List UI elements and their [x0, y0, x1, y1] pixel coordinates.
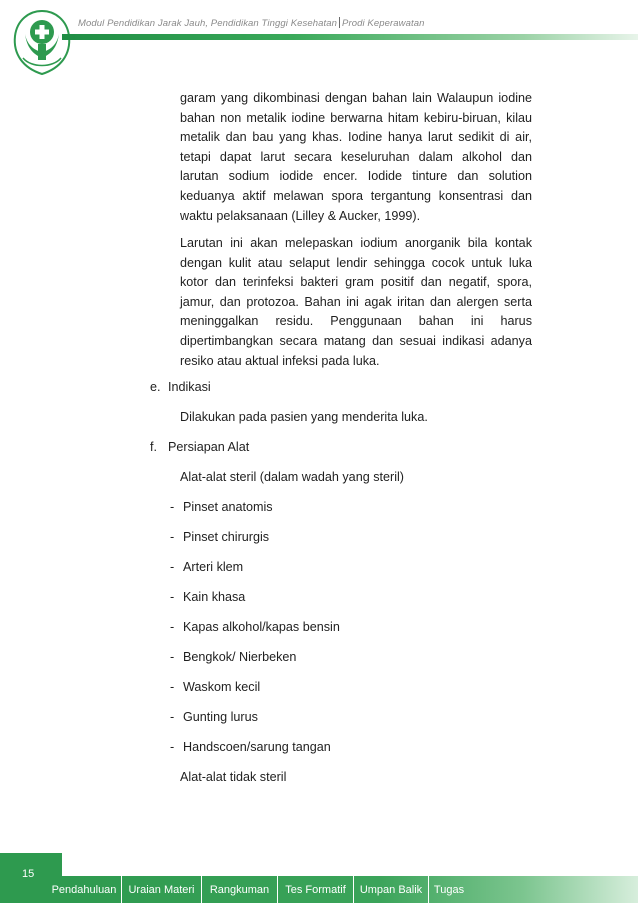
sterile-heading: Alat-alat steril (dalam wadah yang steril)	[180, 470, 404, 484]
list-item-label: Kapas alkohol/kapas bensin	[183, 620, 340, 634]
header-rule	[62, 34, 638, 40]
list-item	[170, 618, 340, 638]
list-item-label: Waskom kecil	[183, 680, 261, 694]
paragraph-iodine: garam yang dikombinasi dengan bahan lain Walaupun iodine bahan non metalik iodine berwarna hitam kebiru-biruan, kilau metalik dan bau yang khas. Iodine hanya larut sedikit di air, tetapi dapat larut secara keseluruhan dalam alkohol dan larutan sodium iodide encer. Iodide tinture dan solution keduanya aktif melawan spora tergantung konsentrasi dan waktu pelaksanaan (Lilley & Aucker, 1999).	[180, 91, 532, 223]
list-item-label: Pinset chirurgis	[183, 530, 270, 544]
section-e-letter: e.	[150, 380, 161, 394]
list-dash: -	[170, 710, 175, 724]
section-e-text: Dilakukan pada pasien yang menderita luka.	[180, 410, 428, 424]
section-f-title: Persiapan Alat	[168, 440, 250, 454]
list-item-label: Handscoen/sarung tangan	[183, 740, 331, 754]
list-item	[170, 558, 243, 578]
nav-pendahuluan[interactable]: Pendahuluan	[47, 876, 122, 903]
list-item	[170, 498, 273, 518]
list-dash: -	[170, 560, 175, 574]
title-separator	[339, 17, 340, 28]
list-item-label: Bengkok/ Nierbeken	[183, 650, 297, 664]
page-number: 15	[22, 868, 35, 880]
nav-tugas[interactable]: Tugas	[433, 883, 465, 896]
nav-rangkuman[interactable]: Rangkuman	[202, 876, 278, 903]
nav-uraian-materi[interactable]: Uraian Materi	[122, 876, 202, 903]
list-dash: -	[170, 590, 175, 604]
list-item-label: Kain khasa	[183, 590, 246, 604]
section-e-title: Indikasi	[168, 380, 211, 394]
list-item	[170, 738, 331, 758]
header-module-title	[78, 17, 425, 29]
paragraph-larutan: Larutan ini akan melepaskan iodium anorganik bila kontak dengan kulit atau selaput lendir sehingga cocok untuk luka kotor dan terinfeksi bakteri gram positif dan negatif, spora, jamur, dan protozoa. Bahan ini agak iritan dan alergen serta meninggalkan residu. Penggunaan bahan ini harus dipertimbangkan secara matang dan sesuai indikasi adanya resiko atau aktual infeksi pada luka.	[180, 236, 532, 368]
program-name: Prodi Keperawatan	[342, 18, 425, 29]
module-title: Modul Pendidikan Jarak Jauh, Pendidikan Tinggi Kesehatan	[78, 18, 338, 29]
list-item-label: Gunting lurus	[183, 710, 258, 724]
list-dash: -	[170, 530, 175, 544]
list-item-label: Arteri klem	[183, 560, 244, 574]
list-item	[170, 588, 245, 608]
list-dash: -	[170, 500, 175, 514]
nav-umpan-balik[interactable]: Umpan Balik	[354, 876, 429, 903]
list-item	[170, 528, 269, 548]
nonsterile-heading: Alat-alat tidak steril	[180, 770, 287, 784]
list-item	[170, 678, 260, 698]
list-dash: -	[170, 620, 175, 634]
list-item	[170, 648, 296, 668]
section-f-letter: f.	[150, 440, 157, 454]
bakti-husada-logo	[11, 8, 73, 78]
list-item-label: Pinset anatomis	[183, 500, 273, 514]
list-dash: -	[170, 680, 175, 694]
nav-tes-formatif[interactable]: Tes Formatif	[278, 876, 354, 903]
list-dash: -	[170, 650, 175, 664]
list-item	[170, 708, 258, 728]
list-dash: -	[170, 740, 175, 754]
